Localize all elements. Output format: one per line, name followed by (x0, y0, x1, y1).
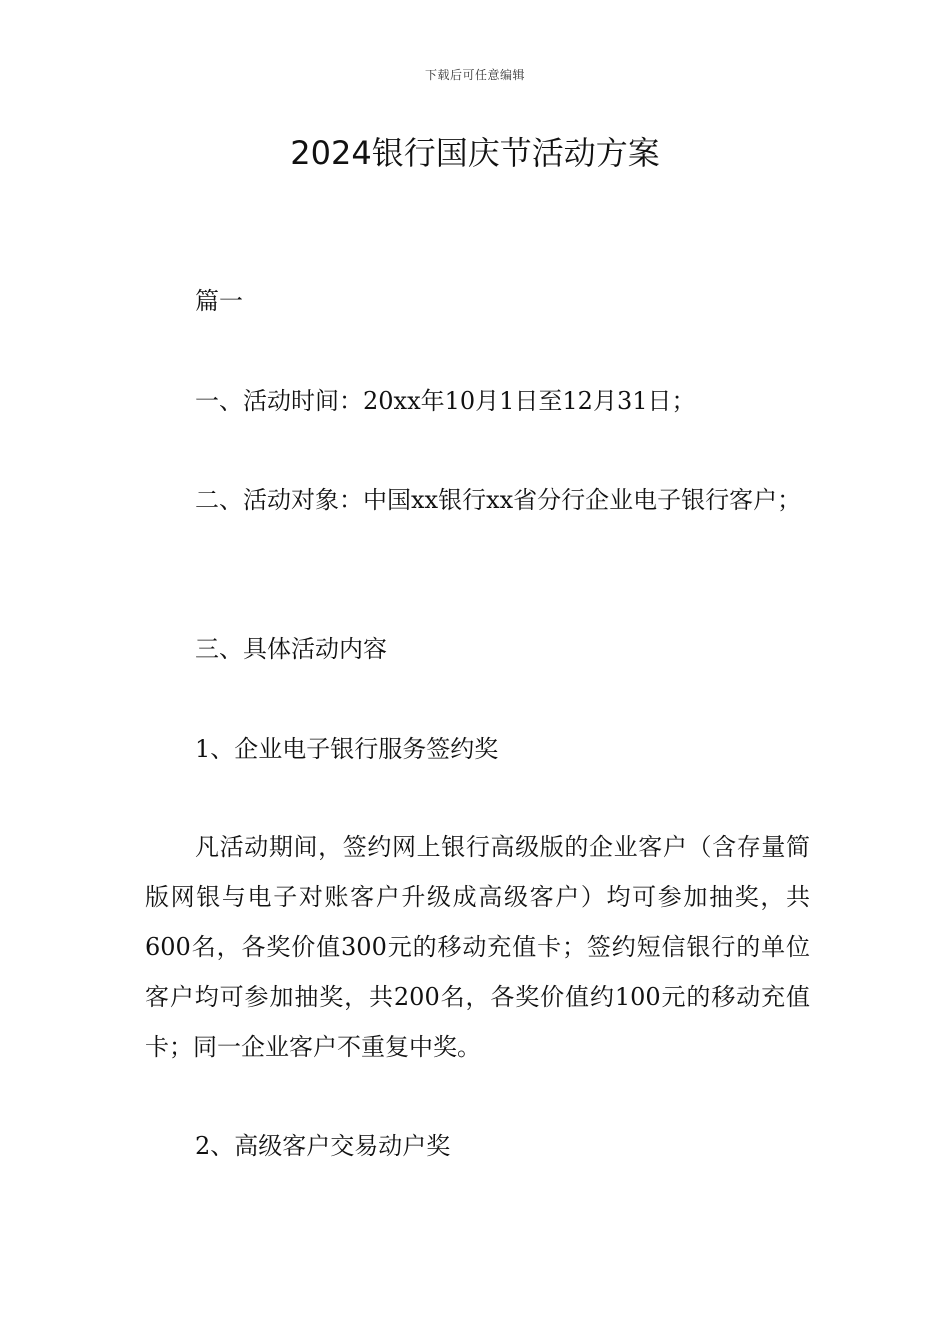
activity-target-paragraph: 二、活动对象：中国xx银行xx省分行企业电子银行客户； (195, 486, 802, 514)
header-note: 下载后可任意编辑 (424, 68, 525, 82)
section-label-block (145, 276, 810, 326)
activity-time-block (145, 376, 810, 426)
activity-content-heading: 三、具体活动内容 (195, 635, 387, 663)
item2-heading-block (145, 1121, 810, 1171)
item2-heading: 2、高级客户交易动户奖 (195, 1132, 451, 1160)
activity-content-block (145, 624, 810, 674)
item1-detail-paragraph: 凡活动期间，签约网上银行高级版的企业客户（含存量简版网银与电子对账客户升级成高级客户）均可参加抽奖，共600名，各奖价值300元的移动充值卡；签约短信银行的单位客户均可参加抽奖，共200名，各奖价值约100元的移动充值卡；同一企业客户不重复中奖。 (145, 833, 810, 1061)
item1-heading: 1、企业电子银行服务签约奖 (195, 735, 499, 763)
activity-time-paragraph: 一、活动时间：20xx年10月1日至12月31日； (195, 387, 696, 415)
item1-heading-block (145, 724, 810, 774)
activity-target-block (145, 475, 810, 525)
item1-detail-block (145, 822, 810, 1072)
section-label: 篇一 (195, 287, 243, 315)
document-title: 2024银行国庆节活动方案 (290, 134, 660, 172)
